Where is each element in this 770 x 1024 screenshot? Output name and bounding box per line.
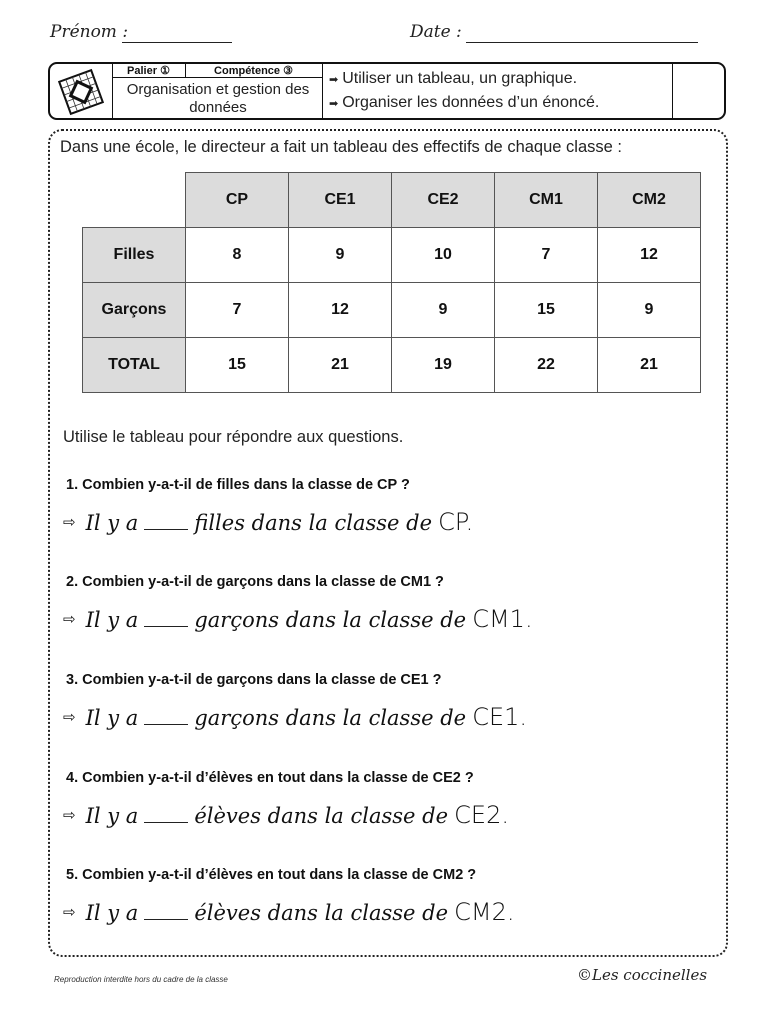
table-cell: 7: [186, 283, 289, 338]
competence-label: Compétence ③: [214, 65, 293, 77]
answer-blank[interactable]: [144, 806, 188, 823]
table-cell: 21: [289, 338, 392, 393]
prenom-label: Prénom :: [50, 22, 129, 42]
column-header: CE2: [392, 173, 495, 228]
column-header: CE1: [289, 173, 392, 228]
row-header: Garçons: [83, 283, 186, 338]
objective-2: ➡ Organiser les données d’un énoncé.: [329, 94, 600, 111]
table-cell: 8: [186, 228, 289, 283]
arrow-right-icon: ➡: [329, 74, 339, 86]
table-cell: 9: [289, 228, 392, 283]
intro-text: Dans une école, le directeur a fait un tableau des effectifs de chaque classe :: [60, 138, 622, 156]
row-header: TOTAL: [83, 338, 186, 393]
hollow-arrow-icon: ⇨: [63, 514, 76, 531]
answer-line-2: ⇨ Il y a garçons dans la classe de CM1.: [63, 605, 533, 633]
prenom-input-line[interactable]: [122, 42, 232, 43]
column-header: CP: [186, 173, 289, 228]
table-cell: 15: [186, 338, 289, 393]
effectifs-table: [82, 172, 701, 393]
answer-line-4: ⇨ Il y a élèves dans la classe de CE2.: [63, 801, 509, 829]
domain-title: Organisation et gestion des données: [126, 81, 310, 116]
grid-diamond-icon: [52, 66, 110, 117]
table-row: [83, 228, 701, 283]
palier-label: Palier ①: [127, 65, 170, 77]
table-header-row: [83, 173, 701, 228]
question-5: 5. Combien y-a-t-il d’élèves en tout dans la classe de CM2 ?: [66, 867, 477, 883]
table-cell: 12: [598, 228, 701, 283]
date-input-line[interactable]: [466, 42, 698, 43]
table-corner: [83, 173, 186, 228]
table-cell: 22: [495, 338, 598, 393]
question-4: 4. Combien y-a-t-il d’élèves en tout dans la classe de CE2 ?: [66, 770, 474, 786]
answer-line-3: ⇨ Il y a garçons dans la classe de CE1.: [63, 703, 528, 731]
brand-logo: ©Les coccinelles: [577, 966, 708, 984]
table-cell: 7: [495, 228, 598, 283]
answer-line-1: ⇨ Il y a filles dans la classe de CP.: [63, 508, 474, 536]
answer-blank[interactable]: [144, 708, 188, 725]
hollow-arrow-icon: ⇨: [63, 709, 76, 726]
row-header: Filles: [83, 228, 186, 283]
instruction-text: Utilise le tableau pour répondre aux questions.: [63, 428, 404, 446]
question-1: 1. Combien y-a-t-il de filles dans la classe de CP ?: [66, 477, 410, 493]
table-row: [83, 283, 701, 338]
date-label: Date :: [410, 22, 462, 42]
table-cell: 9: [392, 283, 495, 338]
table-cell: 21: [598, 338, 701, 393]
column-header: CM1: [495, 173, 598, 228]
table-cell: 12: [289, 283, 392, 338]
table-cell: 15: [495, 283, 598, 338]
table-cell: 9: [598, 283, 701, 338]
table-cell: 19: [392, 338, 495, 393]
objective-1: ➡ Utiliser un tableau, un graphique.: [329, 70, 578, 87]
competence-header: [48, 62, 726, 120]
hollow-arrow-icon: ⇨: [63, 904, 76, 921]
column-header: CM2: [598, 173, 701, 228]
question-2: 2. Combien y-a-t-il de garçons dans la classe de CM1 ?: [66, 574, 444, 590]
question-3: 3. Combien y-a-t-il de garçons dans la classe de CE1 ?: [66, 672, 442, 688]
footer-copyright: Reproduction interdite hors du cadre de la classe: [54, 975, 228, 984]
answer-blank[interactable]: [144, 903, 188, 920]
table-row: [83, 338, 701, 393]
hollow-arrow-icon: ⇨: [63, 807, 76, 824]
arrow-right-icon: ➡: [329, 98, 339, 110]
answer-blank[interactable]: [144, 610, 188, 627]
table-cell: 10: [392, 228, 495, 283]
answer-blank[interactable]: [144, 513, 188, 530]
answer-line-5: ⇨ Il y a élèves dans la classe de CM2.: [63, 898, 515, 926]
hollow-arrow-icon: ⇨: [63, 611, 76, 628]
